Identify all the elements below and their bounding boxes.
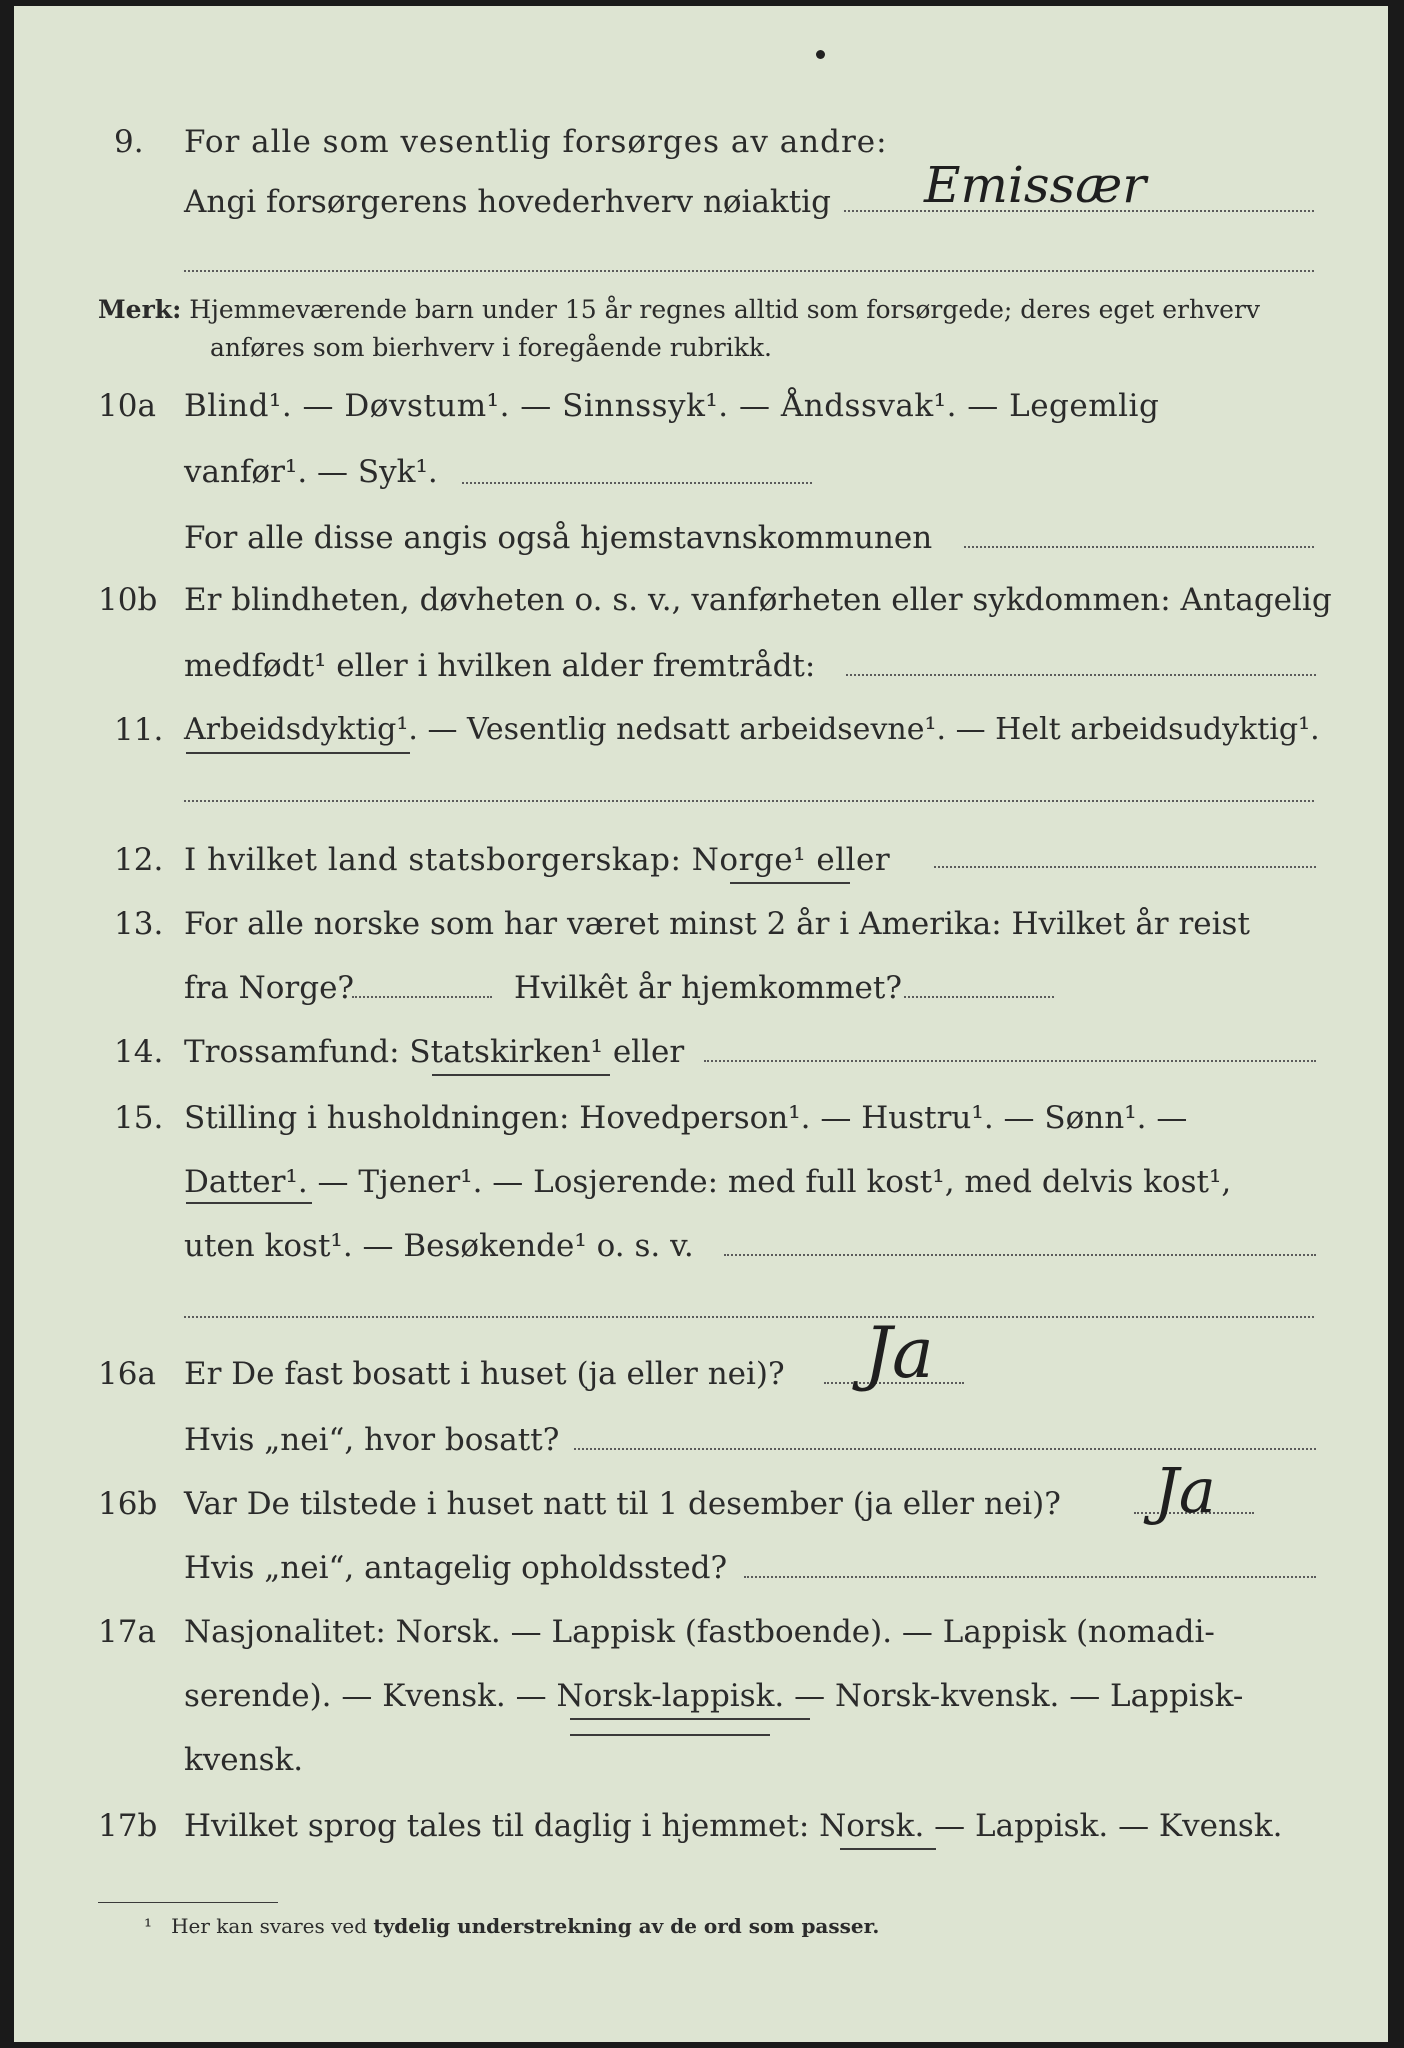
q15-line3: uten kost¹. — Besøkende¹ o. s. v.: [184, 1228, 694, 1264]
q10b-answer-line: [846, 674, 1316, 676]
item-number-17a: 17a: [98, 1614, 156, 1650]
q10a-line2: vanfør¹. — Syk¹.: [184, 454, 438, 490]
q17a-underline-norsk-lappisk: [570, 1718, 810, 1720]
ink-speck: [816, 50, 825, 59]
item-number-16a: 16a: [98, 1356, 156, 1392]
q13-line1: For alle norske som har været minst 2 år i Amerika: Hvilket år reist: [184, 906, 1250, 942]
q9-extra-line: [184, 270, 1314, 272]
q13-line2a: fra Norge?: [184, 970, 355, 1006]
q17a-line2: serende). — Kvensk. — Norsk-lappisk. — Norsk-kvensk. — Lappisk-: [184, 1678, 1244, 1714]
q17a-line1: Nasjonalitet: Norsk. — Lappisk (fastboende). — Lappisk (nomadi-: [184, 1614, 1215, 1650]
footnote-bold: tydelig understrekning av de ord som passer.: [373, 1914, 880, 1938]
q15-line1: Stilling i husholdningen: Hovedperson¹. — Hustru¹. — Sønn¹. —: [184, 1100, 1188, 1136]
q16b-line1: Var De tilstede i huset natt til 1 desember (ja eller nei)?: [184, 1486, 1061, 1522]
item-number-10b: 10b: [98, 582, 158, 618]
q10a-hjemstavn-line: [964, 546, 1314, 548]
item-number-12: 12.: [114, 842, 164, 878]
item-number-9: 9.: [114, 124, 144, 160]
q14-underline-statskirken: [432, 1074, 610, 1076]
q15-line2: Datter¹. — Tjener¹. — Losjerende: med full kost¹, med delvis kost¹,: [184, 1164, 1232, 1200]
q10a-line3: For alle disse angis også hjemstavnskommunen: [184, 520, 933, 556]
merk-label: Merk:: [98, 295, 182, 324]
footnote-mark: ¹: [144, 1914, 153, 1938]
q10b-line2: medfødt¹ eller i hvilken alder fremtrådt:: [184, 648, 816, 684]
footnote: [144, 1914, 879, 1938]
q16a-line1: Er De fast bosatt i huset (ja eller nei)?: [184, 1356, 785, 1392]
q16b-opholdssted-line: [744, 1576, 1316, 1578]
q14-answer-line: [704, 1060, 1316, 1062]
q17a-underline-stroke: [570, 1734, 770, 1736]
q16a-handwritten-answer[interactable]: Ja: [864, 1312, 934, 1394]
q9-line2: Angi forsørgerens hovederhverv nøiaktig: [184, 184, 831, 220]
q16a-line2: Hvis „nei“, hvor bosatt?: [184, 1422, 560, 1458]
q13-hjemkommet-line: [904, 996, 1054, 998]
q14-line1: Trossamfund: Statskirken¹ eller: [184, 1034, 685, 1070]
q17a-line3: kvensk.: [184, 1742, 304, 1778]
footnote-rule: [98, 1902, 278, 1903]
item-number-15: 15.: [114, 1100, 164, 1136]
q12-line1: I hvilket land statsborgerskap: Norge¹ eller: [184, 842, 891, 878]
q13-line2b: Hvilkêt år hjemkommet?: [514, 970, 902, 1006]
q17b-underline-norsk: [840, 1848, 936, 1850]
merk-line2: anføres som bierhverv i foregående rubrikk.: [210, 333, 772, 362]
q12-underline-norge: [730, 882, 850, 884]
q15-underline-datter: [186, 1202, 312, 1204]
item-number-16b: 16b: [98, 1486, 158, 1522]
q13-reist-line: [352, 996, 492, 998]
item-number-14: 14.: [114, 1034, 164, 1070]
q17b-line1: Hvilket sprog tales til daglig i hjemmet: Norsk. — Lappisk. — Kvensk.: [184, 1808, 1283, 1844]
q10a-line1: Blind¹. — Døvstum¹. — Sinnssyk¹. — Åndssvak¹. — Legemlig: [184, 388, 1160, 424]
q11-line1: Arbeidsdyktig¹. — Vesentlig nedsatt arbeidsevne¹. — Helt arbeidsudyktig¹.: [184, 712, 1320, 747]
q11-extra-line: [184, 800, 1314, 802]
q9-handwritten-answer[interactable]: Emissær: [924, 156, 1147, 214]
q16b-handwritten-answer[interactable]: Ja: [1154, 1454, 1216, 1527]
q16a-bosatt-line: [574, 1448, 1316, 1450]
q12-answer-line: [934, 866, 1316, 868]
item-number-13: 13.: [114, 906, 164, 942]
q15-extra-line: [184, 1316, 1314, 1318]
q16b-line2: Hvis „nei“, antagelig opholdssted?: [184, 1550, 728, 1586]
q9-line1: For alle som vesentlig forsørges av andre:: [184, 124, 888, 160]
q15-answer-line: [724, 1254, 1316, 1256]
item-number-11: 11.: [114, 712, 164, 748]
item-number-10a: 10a: [98, 388, 156, 424]
merk-line1: [98, 290, 1260, 330]
q10b-line1: Er blindheten, døvheten o. s. v., vanførheten eller sykdommen: Antagelig: [184, 582, 1332, 618]
item-number-17b: 17b: [98, 1808, 158, 1844]
q10a-syk-line: [462, 482, 812, 484]
q11-underline-arbeidsdyktig: [186, 752, 410, 754]
footnote-plain: Her kan svares ved: [171, 1914, 368, 1938]
merk-text1: Hjemmeværende barn under 15 år regnes alltid som forsørgede; deres eget erhverv: [189, 295, 1261, 324]
census-form-page: [14, 6, 1388, 2042]
